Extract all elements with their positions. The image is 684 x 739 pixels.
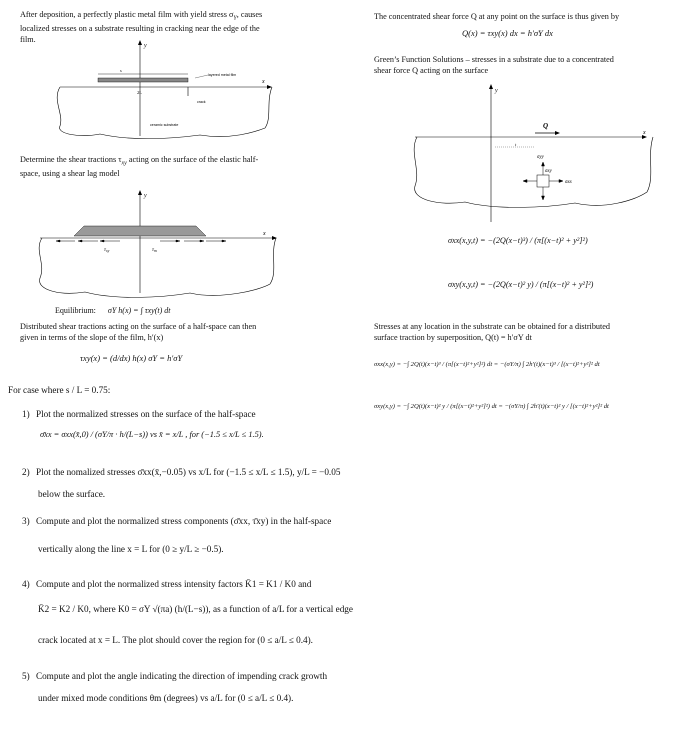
film-crack-figure [40, 38, 290, 143]
intro-line-1: After deposition, a perfectly plastic metal film with yield stress σ [20, 10, 234, 19]
fig2-x-label: x [263, 231, 266, 237]
fig3-stress-arrows [523, 162, 563, 200]
fig3-sigma-xx: σxx [565, 180, 572, 185]
item-5-text-2: under mixed mode conditions θm (degrees) vs a/L for (0 ≤ a/L ≤ 0.4). [38, 693, 294, 703]
item-4-text-2: K̄2 = K2 / K0, where K0 = σY √(πa) (h/(L−s)), as a function of a/L for a vertical edge [38, 604, 353, 614]
equilibrium-line [55, 306, 171, 315]
item-4 [22, 578, 362, 590]
shear-sub: xy [121, 160, 127, 167]
item-3-text-2: vertically along the line x = L for (0 ≥ y/L ≥ −0.5). [38, 544, 224, 554]
fig3-y-label: y [495, 88, 498, 94]
item-5-number: 5) [22, 671, 30, 681]
fig1-substrate-outline [57, 87, 272, 139]
fig1-substrate-label: ceramic substrate [150, 123, 179, 127]
fig3-dim-t: t [515, 142, 517, 147]
tau-equation: τxy(x) = (d/dx) h(x) σY = h′σY [80, 353, 183, 363]
green-line-1: Green’s Function Solutions – stresses in a substrate due to a concentrated [374, 55, 614, 64]
fig2-traction-arrows [56, 240, 226, 242]
fig2-substrate-outline [39, 238, 276, 297]
item-5-text: Compute and plot the angle indicating the direction of impending crack growth [35, 671, 328, 681]
fig2-film [74, 226, 206, 236]
fig3-sigma-xy: σxy [545, 169, 552, 174]
equilibrium-label: Equilibrium: [55, 306, 96, 315]
fig3-force-label: Q [543, 122, 549, 130]
super-line-1: Stresses at any location in the substrate can be obtained for a distributed [374, 322, 611, 331]
shear-lag-figure [20, 188, 290, 313]
distributed-paragraph [20, 322, 340, 343]
fig3-stress-element [537, 175, 549, 187]
super-line-2: surface traction by superposition, Q(t) = h′σY dt [374, 332, 532, 342]
shear-line-1-tail: acting on the surface of the elastic half- [128, 155, 259, 164]
green-function-figure [395, 82, 665, 232]
green-equation-2: σxy(x,y,t) = −(2Q(x−t)² y) / (π[(x−t)² + y²]²) [448, 280, 594, 289]
fig1-y-label: y [144, 43, 147, 49]
superposition-equation-1: σxx(x,y) = −∫ 2Q(t)(x−t)³ / (π[(x−t)²+y²]²) dt = −(σY/π) ∫ 2h′(t)(x−t)³ / [(x−t)²+y²]² dt [374, 361, 600, 368]
fig3-sigma-yy: σyy [537, 155, 544, 160]
green-line-2: shear force Q acting on the surface [374, 65, 489, 75]
shear-line-2: space, using a shear lag model [20, 169, 120, 179]
intro-sub: Y [233, 15, 237, 22]
item-1-equation: σ̄xx = σxx(x̄,0) / (σY/π · h/(L−s)) vs x̄ = x/L , for (−1.5 ≤ x/L ≤ 1.5). [40, 430, 264, 439]
item-5 [22, 670, 362, 682]
superposition-paragraph [374, 322, 679, 343]
fig1-film [98, 78, 188, 82]
item-3-text: Compute and plot the normalized stress components (σ̄xx, τ̄xy) in the half-space [35, 516, 332, 526]
fig2-y-label: y [144, 193, 147, 199]
item-4-number: 4) [22, 579, 30, 589]
green-equation-1: σxx(x,y,t) = −(2Q(x−t)³) / (π[(x−t)² + y²]²) [448, 236, 588, 245]
item-1 [22, 408, 352, 420]
fig2-tau-m: τm [152, 247, 157, 253]
item-3 [22, 515, 362, 527]
dist-line-2: given in terms of the slope of the film, h′(x) [20, 332, 164, 342]
item-1-number: 1) [22, 409, 30, 419]
fig1-dim-2L: 2L [137, 90, 142, 95]
shear-paragraph [20, 155, 330, 180]
item-2-text: Plot the nomalized stresses σ̄xx(x̄,−0.05) vs x/L for (−1.5 ≤ x/L ≤ 1.5), y/L = −0.05 [35, 467, 341, 477]
fig1-dim-s: s [120, 68, 122, 73]
fig1-x-label: x [262, 79, 265, 85]
intro-line-3: film. [20, 34, 36, 44]
intro-line-1-tail: , causes [236, 10, 263, 19]
case-line: For case where s / L = 0.75: [8, 385, 111, 395]
item-3-number: 3) [22, 516, 30, 526]
fig3-substrate-outline [414, 137, 653, 207]
fig3-x-label: x [643, 130, 646, 136]
fig1-crack-label: crack [197, 100, 206, 104]
item-2 [22, 466, 362, 478]
superposition-equation-2: σxy(x,y) = −∫ 2Q(t)(x−t)² y / (π[(x−t)²+y²]²) dt = −(σY/π) ∫ 2h′(t)(x−t)² y / [(x−t)²+y²]² dt [374, 403, 609, 410]
item-4-text: Compute and plot the normalized stress intensity factors K̄1 = K1 / K0 and [35, 579, 312, 589]
shear-line-1: Determine the shear tractions τ [20, 155, 122, 164]
item-4-text-3: crack located at x = L. The plot should cover the region for (0 ≤ a/L ≤ 0.4). [38, 635, 313, 645]
equilibrium-equation: σY h(x) = ∫ τxy(t) dt [107, 306, 171, 315]
item-2-text-2: below the surface. [38, 489, 106, 499]
conc-equation: Q(x) = τxy(x) dx = h′σY dx [462, 28, 553, 38]
green-paragraph [374, 55, 674, 76]
item-2-number: 2) [22, 467, 30, 477]
dist-line-1: Distributed shear tractions acting on the surface of a half-space can then [20, 322, 257, 331]
fig1-film-label: layered metal film [208, 73, 237, 77]
conc-line: The concentrated shear force Q at any point on the surface is thus given by [374, 12, 620, 21]
intro-line-2: localized stresses on a substrate resulting in cracking near the edge of the [20, 24, 260, 34]
item-1-text: Plot the normalized stresses on the surface of the half-space [35, 409, 256, 419]
fig2-tau-xy: τxy [104, 247, 110, 253]
